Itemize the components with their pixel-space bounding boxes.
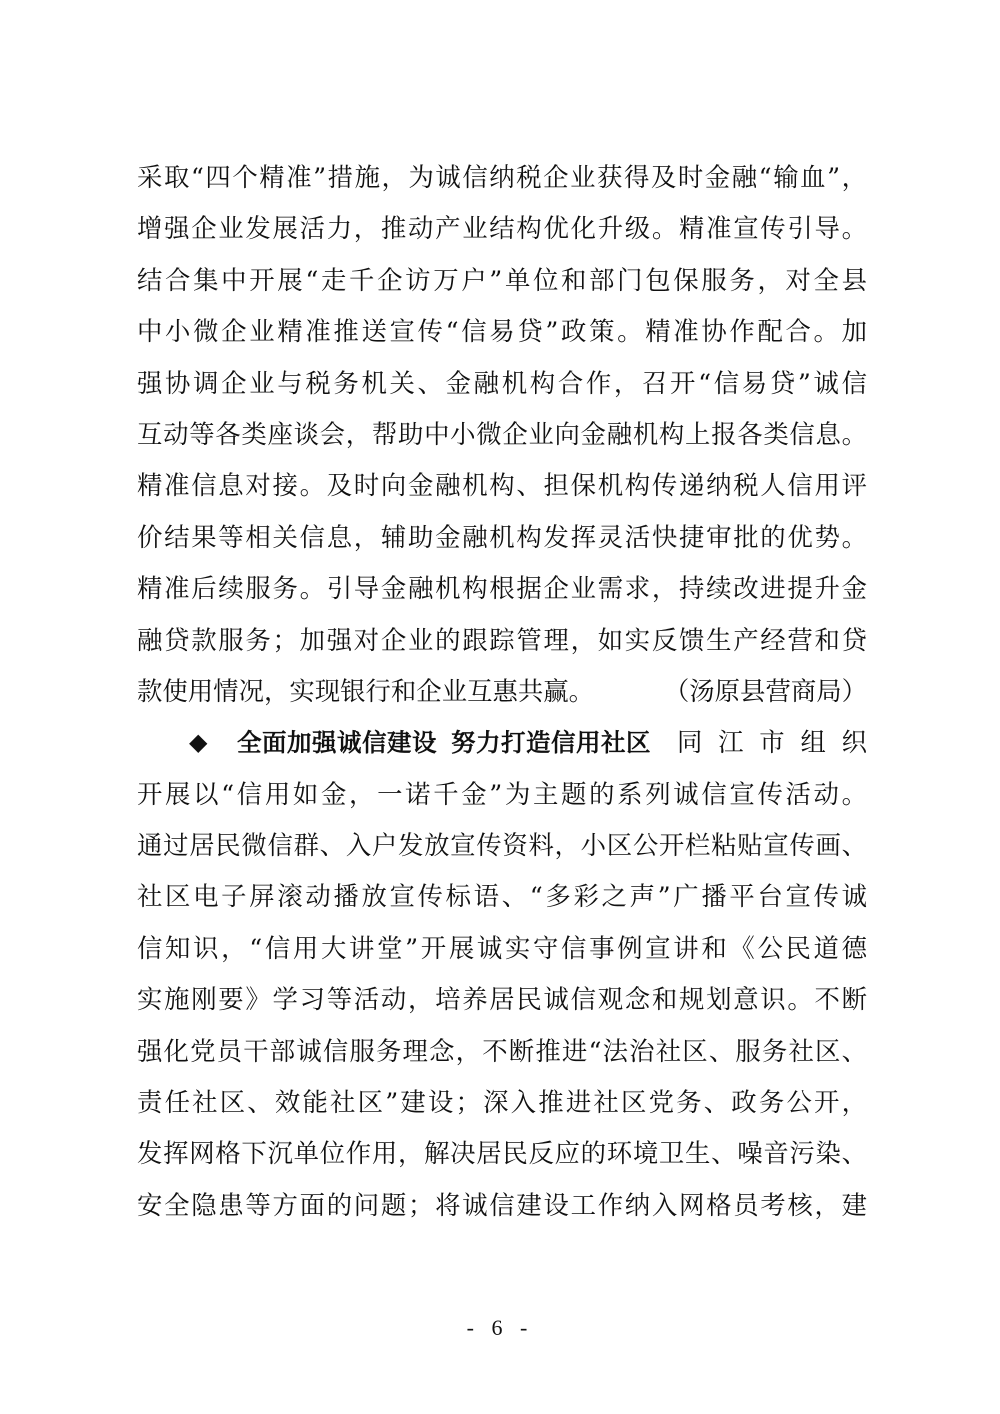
section-heading	[237, 717, 651, 768]
section-heading-part2: 努力打造信用社区	[451, 728, 651, 758]
text-line: 发挥网格下沉单位作用，解决居民反应的环境卫生、噪音污染、	[137, 1138, 867, 1169]
text-line: 中小微企业精准推送宣传“信易贷”政策。精准协作配合。加	[137, 316, 867, 347]
text-line: 结合集中开展“走千企访万户”单位和部门包保服务，对全县	[137, 264, 867, 295]
source-attribution: （汤原县营商局）	[663, 675, 867, 706]
text-line: 责任社区、效能社区”建设；深入推进社区党务、政务公开，	[137, 1087, 867, 1118]
text-line-with-source	[137, 666, 867, 717]
section-heading-line	[137, 717, 867, 768]
text-line: 社区电子屏滚动播放宣传标语、“多彩之声”广播平台宣传诚	[137, 881, 867, 912]
text-line: 精准信息对接。及时向金融机构、担保机构传递纳税人信用评	[137, 470, 867, 501]
text-line: 融贷款服务；加强对企业的跟踪管理，如实反馈生产经营和贷	[137, 624, 867, 655]
text-line: 实施刚要》学习等活动，培养居民诚信观念和规划意识。不断	[137, 984, 867, 1015]
text-line: 采取“四个精准”措施，为诚信纳税企业获得及时金融“输血”，	[137, 162, 867, 192]
page-number: - 6 -	[466, 1315, 534, 1340]
text-line-start: 同江市组织	[677, 727, 867, 758]
text-line-end: 款使用情况，实现银行和企业互惠共赢。	[137, 675, 595, 706]
text-line: 开展以“信用如金，一诺千金”为主题的系列诚信宣传活动。	[137, 778, 867, 809]
text-line: 互动等各类座谈会，帮助中小微企业向金融机构上报各类信息。	[137, 418, 867, 449]
body-text	[137, 152, 867, 1231]
text-line: 价结果等相关信息，辅助金融机构发挥灵活快捷审批的优势。	[137, 521, 867, 552]
text-line: 精准后续服务。引导金融机构根据企业需求，持续改进提升金	[137, 573, 867, 604]
section-heading-part1: 全面加强诚信建设	[237, 728, 437, 758]
text-line: 安全隐患等方面的问题；将诚信建设工作纳入网格员考核，建	[137, 1189, 867, 1220]
text-line: 强化党员干部诚信服务理念，不断推进“法治社区、服务社区、	[137, 1035, 867, 1066]
text-line: 增强企业发展活力，推动产业结构优化升级。精准宣传引导。	[137, 213, 867, 244]
diamond-bullet-icon: ◆	[189, 728, 208, 757]
text-line: 信知识，“信用大讲堂”开展诚实守信事例宣讲和《公民道德	[137, 932, 867, 963]
text-line: 强协调企业与税务机关、金融机构合作，召开“信易贷”诚信	[137, 367, 867, 398]
text-line: 通过居民微信群、入户发放宣传资料，小区公开栏粘贴宣传画、	[137, 830, 867, 861]
